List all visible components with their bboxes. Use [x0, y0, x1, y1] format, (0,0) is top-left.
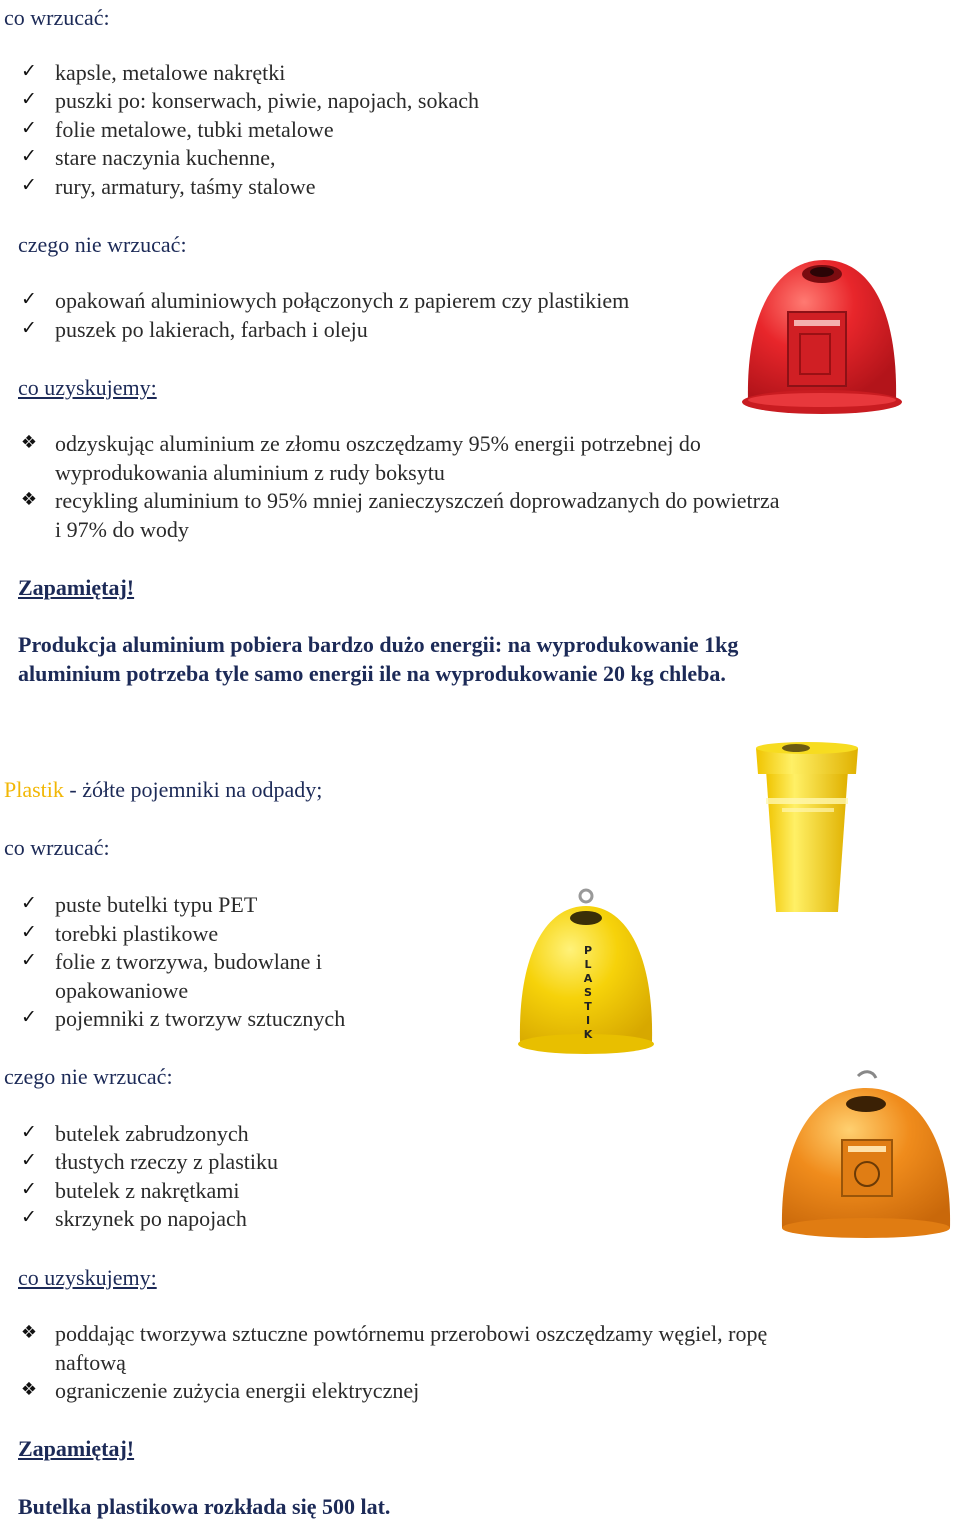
- plastic-gain-heading: co uzyskujemy:: [18, 1265, 157, 1290]
- list-item: odzyskując aluminium ze złomu oszczędzamy 95% energii potrzebnej do: [55, 431, 701, 456]
- check-icon: ✓: [21, 117, 37, 139]
- list-item: poddając tworzywa sztuczne powtórnemu przerobowi oszczędzamy węgiel, ropę: [55, 1321, 768, 1346]
- check-icon: ✓: [21, 88, 37, 110]
- metal-what-not-heading: czego nie wrzucać:: [18, 232, 187, 257]
- red-dome-bin-image: [738, 250, 904, 418]
- plastic-remember-heading: Zapamiętaj!: [18, 1436, 135, 1461]
- plastic-remember-text: Butelka plastikowa rozkłada się 500 lat.: [18, 1494, 391, 1519]
- list-item-continuation: i 97% do wody: [55, 517, 189, 542]
- metal-remember-line-1: Produkcja aluminium pobiera bardzo dużo energii: na wyprodukowanie 1kg: [18, 632, 739, 657]
- plastic-what-not-heading: czego nie wrzucać:: [4, 1064, 173, 1089]
- yellow-dome-bin-image: [512, 884, 658, 1060]
- diamond-bullet-icon: ❖: [20, 1322, 38, 1343]
- diamond-bullet-icon: ❖: [20, 489, 38, 510]
- metal-what-to-throw-heading: co wrzucać:: [4, 5, 110, 30]
- list-item: butelek z nakrętkami: [55, 1178, 240, 1203]
- list-item: stare naczynia kuchenne,: [55, 145, 276, 170]
- metal-remember-line-2: aluminium potrzeba tyle samo energii ile na wyprodukowanie 20 kg chleba.: [18, 661, 726, 686]
- list-item: tłustych rzeczy z plastiku: [55, 1149, 278, 1174]
- list-item: torebki plastikowe: [55, 921, 219, 946]
- list-item: rury, armatury, taśmy stalowe: [55, 174, 316, 199]
- list-item: opakowań aluminiowych połączonych z papierem czy plastikiem: [55, 288, 630, 313]
- list-item: puszek po lakierach, farbach i oleju: [55, 317, 368, 342]
- dome-plastik-label: P L A S T I K: [583, 944, 593, 1041]
- check-icon: ✓: [21, 174, 37, 196]
- check-icon: ✓: [21, 317, 37, 339]
- check-icon: ✓: [21, 1121, 37, 1143]
- check-icon: ✓: [21, 1206, 37, 1228]
- yellow-cylinder-bin-image: [752, 740, 862, 918]
- list-item: puszki po: konserwach, piwie, napojach, sokach: [55, 88, 479, 113]
- metal-gain-heading: co uzyskujemy:: [18, 375, 157, 400]
- list-item: folie metalowe, tubki metalowe: [55, 117, 334, 142]
- list-item: butelek zabrudzonych: [55, 1121, 249, 1146]
- list-item: skrzynek po napojach: [55, 1206, 247, 1231]
- check-icon: ✓: [21, 921, 37, 943]
- list-item: kapsle, metalowe nakrętki: [55, 60, 286, 85]
- orange-dome-bin-image: [776, 1068, 956, 1240]
- plastic-title-word: Plastik: [4, 777, 64, 802]
- list-item: puste butelki typu PET: [55, 892, 258, 917]
- plastic-title: [4, 776, 322, 804]
- check-icon: ✓: [21, 60, 37, 82]
- check-icon: ✓: [21, 949, 37, 971]
- list-item: folie z tworzywa, budowlane i: [55, 949, 322, 974]
- list-item: pojemniki z tworzyw sztucznych: [55, 1006, 346, 1031]
- diamond-bullet-icon: ❖: [20, 432, 38, 453]
- diamond-bullet-icon: ❖: [20, 1379, 38, 1400]
- list-item-continuation: naftową: [55, 1350, 126, 1375]
- list-item-continuation: wyprodukowania aluminium z rudy boksytu: [55, 460, 445, 485]
- list-item: recykling aluminium to 95% mniej zanieczyszczeń doprowadzanych do powietrza: [55, 488, 780, 513]
- check-icon: ✓: [21, 1178, 37, 1200]
- plastic-what-to-throw-heading: co wrzucać:: [4, 835, 110, 860]
- check-icon: ✓: [21, 1006, 37, 1028]
- check-icon: ✓: [21, 288, 37, 310]
- list-item: ograniczenie zużycia energii elektrycznej: [55, 1378, 420, 1403]
- check-icon: ✓: [21, 892, 37, 914]
- plastic-title-rest: - żółte pojemniki na odpady;: [63, 777, 323, 802]
- metal-remember-heading: Zapamiętaj!: [18, 575, 135, 600]
- check-icon: ✓: [21, 145, 37, 167]
- check-icon: ✓: [21, 1149, 37, 1171]
- list-item-continuation: opakowaniowe: [55, 978, 189, 1003]
